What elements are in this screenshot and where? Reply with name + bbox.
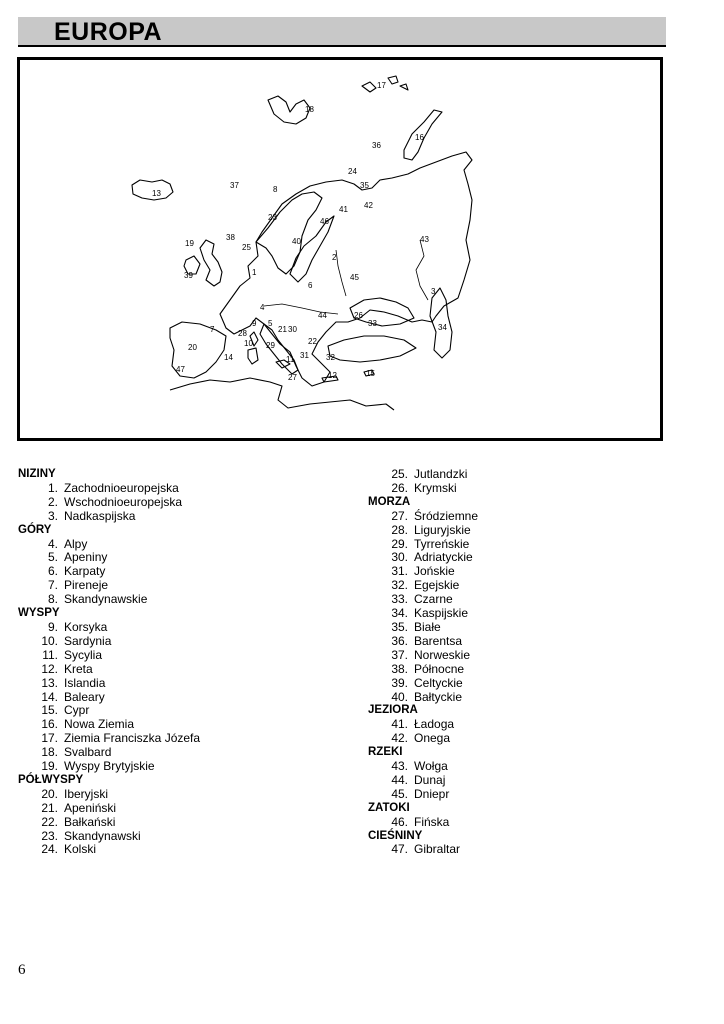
legend-category: GÓRY (18, 523, 52, 536)
legend-item (18, 635, 348, 649)
legend-item-number: 23. (41, 828, 58, 843)
map-label-30: 30 (288, 325, 297, 334)
legend-item (368, 551, 698, 565)
legend-category: JEZIORA (368, 704, 418, 717)
legend-item (368, 732, 698, 746)
sardinia-outline (248, 332, 258, 364)
map-label-5: 5 (268, 319, 273, 328)
map-label-1: 1 (252, 268, 257, 277)
legend-item (18, 718, 348, 732)
legend-item (18, 579, 348, 593)
legend-item-number: 12. (41, 661, 58, 676)
africa-coast-outline (170, 378, 394, 410)
legend-item-number: 7. (47, 578, 58, 593)
map-label-7: 7 (210, 325, 215, 334)
legend-item (18, 538, 348, 552)
legend-item-name: Cypr (64, 703, 90, 718)
legend-item-name: Wschodnioeuropejska (64, 494, 183, 509)
legend-item-name: Nadkaspijska (64, 508, 136, 523)
legend-item-number: 26. (391, 480, 408, 495)
legend-item-name: Ładoga (414, 717, 455, 732)
legend-item-number: 38. (391, 661, 408, 676)
legend-item-name: Czarne (414, 592, 453, 607)
map-label-22: 22 (308, 337, 317, 346)
map-label-10: 10 (244, 339, 253, 348)
legend-item-number: 2. (47, 494, 58, 509)
legend-item-number: 19. (41, 759, 58, 774)
legend-item-number: 16. (41, 717, 58, 732)
map-label-43: 43 (420, 235, 429, 244)
legend-item-number: 27. (391, 508, 408, 523)
map-label-31: 31 (300, 351, 309, 360)
legend-item (18, 496, 348, 510)
map-label-33: 33 (368, 319, 377, 328)
map-label-14: 14 (224, 353, 233, 362)
legend-item-name: Liguryjskie (414, 522, 471, 537)
legend-item-number: 46. (391, 814, 408, 829)
legend-item-name: Dunaj (414, 772, 446, 787)
legend-item-number: 14. (41, 689, 58, 704)
legend-item-number: 36. (391, 633, 408, 648)
map-label-46: 46 (320, 217, 329, 226)
legend-item (18, 565, 348, 579)
legend-category: CIEŚNINY (368, 829, 423, 842)
legend-item-name: Apeniński (64, 800, 117, 815)
legend-item (368, 482, 698, 496)
legend-item (18, 760, 348, 774)
map-label-27: 27 (288, 373, 297, 382)
map-label-11: 11 (286, 355, 295, 364)
legend-item (368, 816, 698, 830)
map-label-9: 9 (252, 319, 257, 328)
legend-item-number: 25. (391, 467, 408, 481)
legend-item-name: Kolski (64, 842, 97, 857)
legend-item-number: 24. (41, 842, 58, 857)
map-label-13: 13 (152, 189, 161, 198)
legend-category: PÓŁWYSPY (18, 773, 84, 786)
legend-item-number: 20. (41, 786, 58, 801)
title-bar (18, 17, 666, 47)
legend-item-name: Nowa Ziemia (64, 717, 135, 732)
legend-item-name: Apeniny (64, 550, 108, 565)
legend-item-name: Tyrreńskie (414, 536, 470, 551)
legend-item-name: Jutlandzki (414, 467, 468, 481)
legend-item (18, 830, 348, 844)
legend-item (368, 649, 698, 663)
legend-item-name: Alpy (64, 536, 88, 551)
legend-item (368, 843, 698, 857)
legend-item-name: Wołga (414, 759, 448, 774)
legend-item-number: 10. (41, 633, 58, 648)
legend-item-number: 42. (391, 731, 408, 746)
legend-item-name: Adriatyckie (414, 550, 473, 565)
legend-item-name: Północne (414, 661, 465, 676)
map-label-4: 4 (260, 303, 265, 312)
svalbard-outline (268, 96, 310, 124)
legend-item-number: 8. (47, 592, 58, 607)
map-label-2: 2 (332, 253, 337, 262)
map-label-23: 23 (268, 213, 277, 222)
legend-item-number: 45. (391, 786, 408, 801)
map-label-26: 26 (354, 311, 363, 320)
dnieper-river (336, 250, 346, 296)
legend-item-name: Sardynia (64, 633, 112, 648)
legend-item-name: Barentsa (414, 633, 463, 648)
legend-item-name: Celtyckie (414, 675, 463, 690)
legend-left-column (18, 468, 348, 857)
map-label-15: 15 (366, 369, 375, 378)
legend-item-name: Zachodnioeuropejska (64, 480, 179, 495)
map-label-41: 41 (339, 205, 348, 214)
legend-item-name: Karpaty (64, 564, 106, 579)
legend-item (18, 732, 348, 746)
legend-item-name: Sycylia (64, 647, 103, 662)
legend-item-number: 13. (41, 675, 58, 690)
map-label-8: 8 (273, 185, 278, 194)
map-label-12: 12 (328, 371, 337, 380)
legend-item-number: 1. (47, 480, 58, 495)
legend-item-name: Dniepr (414, 786, 450, 801)
legend-item-name: Wyspy Brytyjskie (64, 759, 155, 774)
legend-item-name: Skandynawskie (64, 592, 148, 607)
legend-item-name: Białe (414, 619, 441, 634)
legend-item (368, 524, 698, 538)
legend-item-name: Skandynawski (64, 828, 141, 843)
legend-item (368, 788, 698, 802)
legend-item (18, 663, 348, 677)
legend-item-number: 29. (391, 536, 408, 551)
legend-item-number: 28. (391, 522, 408, 537)
legend-category: WYSPY (18, 607, 60, 620)
legend-item-name: Jońskie (414, 564, 455, 579)
legend-item-number: 34. (391, 606, 408, 621)
legend-item-number: 47. (391, 842, 408, 857)
legend-item-name: Egejskie (414, 578, 460, 593)
legend-item (368, 760, 698, 774)
map-label-25: 25 (242, 243, 251, 252)
legend-category: NIZINY (18, 468, 56, 480)
legend-item-number: 5. (47, 550, 58, 565)
legend-item (368, 565, 698, 579)
legend-item-number: 32. (391, 578, 408, 593)
legend-item-number: 22. (41, 814, 58, 829)
legend-item (18, 593, 348, 607)
map-label-38: 38 (226, 233, 235, 242)
map-label-32: 32 (326, 353, 335, 362)
legend-item (18, 843, 348, 857)
legend-item (18, 551, 348, 565)
map-label-3: 3 (431, 287, 436, 296)
map-label-47: 47 (176, 365, 185, 374)
legend-item (368, 510, 698, 524)
legend-item-name: Bałtyckie (414, 689, 463, 704)
legend-item-number: 3. (47, 508, 58, 523)
legend-category: MORZA (368, 495, 411, 508)
legend-item-name: Kreta (64, 661, 93, 676)
page-number: 6 (18, 962, 26, 978)
legend-item (18, 510, 348, 524)
legend-item-number: 39. (391, 675, 408, 690)
map-label-36: 36 (372, 141, 381, 150)
legend-item (18, 621, 348, 635)
legend-item-name: Norweskie (414, 647, 471, 662)
map-label-21: 21 (278, 325, 287, 334)
legend-item-name: Ziemia Franciszka Józefa (64, 731, 201, 746)
legend-item-name: Gibraltar (414, 842, 461, 857)
legend-item-number: 33. (391, 592, 408, 607)
legend-item-number: 21. (41, 800, 58, 815)
legend-item-number: 9. (47, 619, 58, 634)
legend-item-number: 30. (391, 550, 408, 565)
map-label-18: 18 (305, 105, 314, 114)
legend-item (368, 538, 698, 552)
legend-item-name: Krymski (414, 480, 457, 495)
legend-item (368, 607, 698, 621)
map-frame (17, 57, 663, 441)
legend-item (368, 468, 698, 482)
map-label-20: 20 (188, 343, 197, 352)
legend-item-name: Baleary (64, 689, 105, 704)
legend-item-number: 31. (391, 564, 408, 579)
legend-item (18, 704, 348, 718)
map-label-6: 6 (308, 281, 313, 290)
legend-item (18, 691, 348, 705)
map-label-44: 44 (318, 311, 327, 320)
legend-item-number: 44. (391, 772, 408, 787)
legend-item (18, 788, 348, 802)
legend-item (368, 691, 698, 705)
legend-item-name: Svalbard (64, 745, 112, 760)
legend-item-name: Iberyjski (64, 786, 109, 801)
legend-item-number: 11. (42, 647, 58, 662)
britain-outline (200, 240, 222, 286)
legend-item (18, 677, 348, 691)
legend-item (18, 482, 348, 496)
legend-item-number: 6. (47, 564, 58, 579)
anatolia-outline (328, 336, 416, 362)
legend-item (18, 802, 348, 816)
map-label-17: 17 (377, 81, 386, 90)
map-label-24: 24 (348, 167, 357, 176)
scandinavia-outline (256, 192, 322, 274)
legend-right-column (368, 468, 698, 857)
legend-item (368, 774, 698, 788)
legend-item-name: Pireneje (64, 578, 109, 593)
map-label-29: 29 (266, 341, 275, 350)
legend-item (18, 746, 348, 760)
legend-category: RZEKI (368, 746, 403, 759)
map-label-34: 34 (438, 323, 447, 332)
legend-item-name: Islandia (64, 675, 106, 690)
map-label-28: 28 (238, 329, 247, 338)
legend-item-number: 43. (391, 759, 408, 774)
legend-item (368, 663, 698, 677)
map-label-37: 37 (230, 181, 239, 190)
map-label-42: 42 (364, 201, 373, 210)
legend-item (368, 635, 698, 649)
map-label-45: 45 (350, 273, 359, 282)
map-label-35: 35 (360, 181, 369, 190)
legend-item-name: Bałkański (64, 814, 116, 829)
legend-item (18, 816, 348, 830)
legend-item (368, 718, 698, 732)
legend-category: ZATOKI (368, 801, 410, 814)
map-label-39: 39 (184, 271, 193, 280)
legend-item-number: 37. (391, 647, 408, 662)
volga-river (416, 240, 428, 300)
legend-item-number: 17. (41, 731, 58, 746)
legend-item-number: 4. (47, 536, 58, 551)
legend-item-number: 40. (391, 689, 408, 704)
legend-item-name: Fińska (414, 814, 450, 829)
legend-item-number: 35. (391, 619, 408, 634)
legend-item-name: Kaspijskie (414, 606, 469, 621)
legend-item-number: 18. (41, 745, 58, 760)
map-label-19: 19 (185, 239, 194, 248)
legend-item (18, 649, 348, 663)
legend-item-name: Onega (414, 731, 451, 746)
legend-item (368, 621, 698, 635)
legend-item-number: 41. (391, 717, 408, 732)
page-title: EUROPA (54, 18, 163, 46)
map-label-40: 40 (292, 237, 301, 246)
legend-item (368, 677, 698, 691)
legend-item-name: Korsyka (64, 619, 108, 634)
map-label-16: 16 (415, 133, 424, 142)
legend-item-name: Śródziemne (414, 508, 479, 523)
europe-map (20, 60, 660, 438)
legend-item (368, 593, 698, 607)
legend-item-number: 15. (41, 703, 58, 718)
legend-item (368, 579, 698, 593)
